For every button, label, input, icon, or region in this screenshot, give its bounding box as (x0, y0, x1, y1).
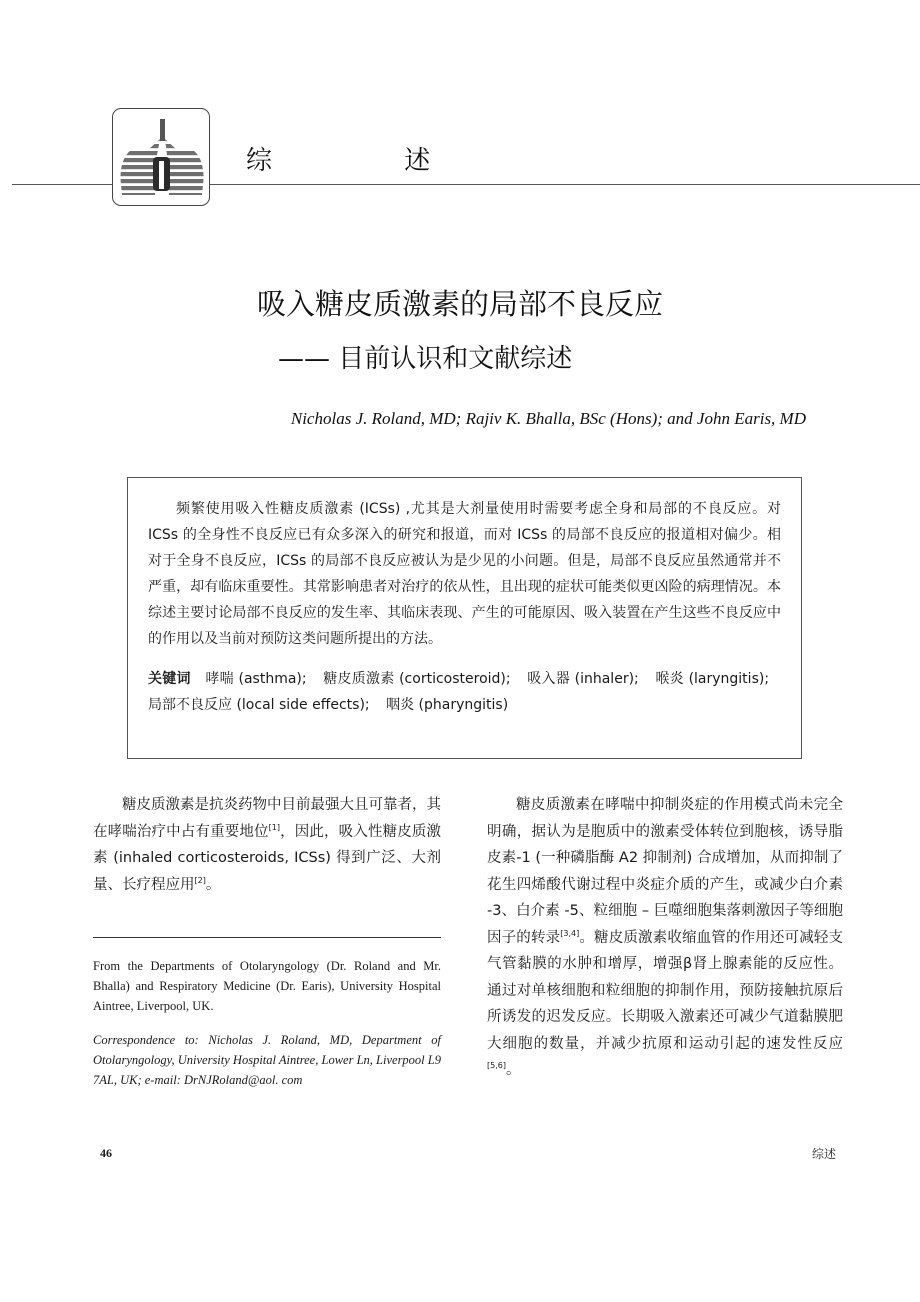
keyword: 吸入器 (inhaler); (527, 671, 639, 687)
citation: [1] (268, 822, 280, 832)
footnote-correspondence: Correspondence to: Nicholas J. Roland, MD, Department of Otolaryngology, University Hospital Aintree, Lower Ln, Liverpool L9 7AL, UK; e-mail: DrNJRoland@aol. com (93, 1033, 441, 1087)
paragraph-text: 。 (505, 1062, 521, 1078)
section-label: 综 述 (246, 146, 493, 176)
abstract-box (127, 477, 802, 759)
keyword: 局部不良反应 (local side effects); (148, 697, 370, 713)
citation: [3,4] (560, 928, 580, 938)
keyword: 咽炎 (pharyngitis) (386, 697, 509, 713)
footnote-rule (93, 937, 441, 938)
citation: [2] (194, 875, 206, 885)
article-subtitle: —— 目前认识和文献综述 (278, 344, 573, 374)
keywords (148, 666, 781, 718)
keyword: 糖皮质激素 (corticosteroid); (323, 671, 511, 687)
paragraph-text: 。 (205, 876, 221, 893)
article-title: 吸入糖皮质激素的局部不良反应 (256, 287, 663, 321)
keyword: 喉炎 (laryngitis); (655, 671, 770, 687)
page-number: 46 (100, 1146, 112, 1160)
body-column-right (487, 792, 843, 1084)
body-paragraph (487, 792, 843, 1084)
lungs-icon (112, 108, 210, 206)
keywords-label: 关键词 (148, 671, 191, 687)
paragraph-text: 糖皮质激素在哮喘中抑制炎症的作用模式尚未完全明确，据认为是胞质中的激素受体转位到胞核，诱导脂皮素-1 (一种磷脂酶 A2 抑制剂) 合成增加，从而抑制了花生四烯酸代谢过程中炎症介质的产生，或减少白介素 -3、白介素 -5、粒细胞 – 巨噬细胞集落刺激因子等细胞因子的转录 (487, 797, 843, 946)
paragraph-text: 。糖皮质激素收缩血管的作用还可减轻支气管黏膜的水肿和增厚，增强β肾上腺素能的反应性。通过对单核细胞和粒细胞的抑制作用，预防接触抗原后所诱发的迟发反应。长期吸入激素还可减少气道黏膜肥大细胞的数量，并减少抗原和运动引起的速发性反应 (487, 929, 844, 1052)
author-list: Nicholas J. Roland, MD; Rajiv K. Bhalla, BSc (Hons); and John Earis, MD (290, 409, 806, 428)
body-paragraph (93, 792, 441, 898)
keyword: 哮喘 (asthma); (205, 671, 307, 687)
abstract-text: 频繁使用吸入性糖皮质激素 (ICSs) ,尤其是大剂量使用时需要考虑全身和局部的不良反应。对 ICSs 的全身性不良反应已有众多深入的研究和报道，而对 ICSs 的局部不良反应的报道相对偏少。相对于全身不良反应，ICSs 的局部不良反应被认为是少见的小问题。但是，局部不良反应虽然通常并不严重，却有临床重要性。其常影响患者对治疗的依从性，且出现的症状可能类似更凶险的病理情况。本综述主要讨论局部不良反应的发生率、其临床表现、产生的可能原因、吸入装置在产生这些不良反应中的作用以及当前对预防这类问题所提出的方法。 (148, 501, 781, 647)
paragraph-text: ，因此，吸入性糖皮质激素 (inhaled corticosteroids, ICSs) 得到广泛、大剂量、长疗程应用 (93, 823, 442, 893)
footnote-affiliation: From the Departments of Otolaryngology (Dr. Roland and Mr. Bhalla) and Respiratory Medicine (Dr. Earis), University Hospital Aintree, Liverpool, UK. (93, 959, 441, 1013)
citation: [5,6] (487, 1061, 506, 1071)
body-column-left (93, 792, 441, 898)
running-head: 综述 (811, 1147, 836, 1161)
paragraph-text: 糖皮质激素是抗炎药物中目前最强大且可靠者，其在哮喘治疗中占有重要地位 (93, 797, 441, 840)
